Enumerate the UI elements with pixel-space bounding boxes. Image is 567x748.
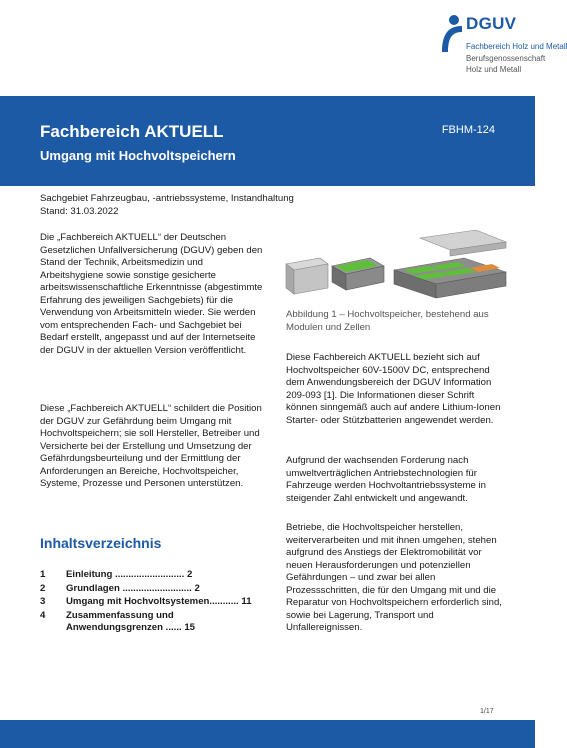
body-paragraph-3: Betriebe, die Hochvoltspeicher herstellen, weiterverarbeiten und mit ihnen umgehen, stehen aufgrund des Anstiegs der Elektromobilität vor neuen Herausforderungen und potenziellen Gefährdungen – und zwar bei allen Prozessschritten, die für den Umgang mit und die Reparatur von Hochvoltspeichern erforderlich sind, sowie bei Lagerung, Transport und Unfallereignissen. <box>286 522 502 633</box>
toc-item[interactable] <box>40 569 260 582</box>
toc-item-title: Einleitung .......................... <box>66 569 185 580</box>
toc-item-page: 11 <box>241 596 252 607</box>
subject-area: Sachgebiet Fahrzeugbau, -antriebssysteme, Instandhaltung <box>40 193 294 204</box>
document-subtitle: Umgang mit Hochvoltspeichern <box>40 148 236 163</box>
toc-item[interactable] <box>40 583 260 596</box>
figure-caption: Abbildung 1 – Hochvoltspeicher, bestehend aus Modulen und Zellen <box>286 309 489 333</box>
body-paragraph-1: Diese Fachbereich AKTUELL bezieht sich auf Hochvoltspeicher 60V-1500V DC, entsprechend dem Anwendungsbereich der DGUV Information 209-093 [1]. Die Informationen dieser Schrift können sinngemäß auch auf andere Lithium-Ionen Starter- oder Stützbatterien angewendet werden. <box>286 352 501 426</box>
status-date: Stand: 31.03.2022 <box>40 206 119 217</box>
toc-item-number: 3 <box>40 596 46 607</box>
toc-item-number: 4 <box>40 609 46 621</box>
dguv-person-arc-icon <box>440 14 464 54</box>
body-paragraph-2: Aufgrund der wachsenden Forderung nach umweltverträglichen Antriebstechnologien für Fahrzeuge werden Hochvoltantriebssysteme in steigender Zahl entwickelt und angewandt. <box>286 455 486 504</box>
page-number: 1/17 <box>480 708 494 715</box>
toc-item-page: 15 <box>184 622 196 633</box>
document-meta <box>40 192 294 218</box>
toc-item-page: 2 <box>194 582 200 594</box>
toc-item[interactable] <box>40 610 260 635</box>
toc-item-number: 2 <box>40 582 46 594</box>
toc-item-title: Grundlagen .......................... <box>66 582 192 594</box>
title-banner <box>0 96 535 186</box>
dguv-logo <box>440 14 567 96</box>
document-code: FBHM-124 <box>441 124 495 136</box>
battery-illustration <box>280 224 510 306</box>
logo-brand: DGUV <box>466 14 517 33</box>
table-of-contents <box>40 569 260 636</box>
footer-bar <box>0 720 535 748</box>
intro-paragraph-2: Diese „Fachbereich AKTUELL“ schildert die Position der DGUV zur Gefährdung beim Umgang mit Hochvoltspeichern; sie soll Hersteller, Betreiber und Versicherte bei der Erstellung und Umsetzung der Gefährdungsbeurteilung und der Ermittlung der Anforderungen an Bereiche, Hochvoltspeicher, Systeme, Prozesse und Personen unterstützen. <box>40 403 262 489</box>
intro-paragraph-1: Die „Fachbereich AKTUELL“ der Deutschen Gesetzlichen Unfallversicherung (DGUV) geben den Stand der Technik, Arbeitsmedizin und Arbeitshygiene sowie sonstige gesicherte arbeitswissenschaftliche Erkenntnisse (abgestimmte Erfahrung des jeweiligen Sachgebiets) für die Verwendung von Arbeitsmitteln wieder. Sie werden vom entsprechenden Fach- und Sachgebiet bei Bedarf erstellt, angepasst und auf der Internetseite der DGUV in der aktuellen Version veröffentlicht. <box>40 232 263 356</box>
logo-line2: Berufsgenossenschaft <box>466 54 546 63</box>
document-title: Fachbereich AKTUELL <box>40 122 224 141</box>
toc-item-page: 2 <box>187 569 193 580</box>
toc-heading: Inhaltsverzeichnis <box>40 535 162 551</box>
logo-line1: Fachbereich Holz und Metall <box>466 42 567 51</box>
toc-item-number: 1 <box>40 569 46 580</box>
battery-cell-icon <box>286 258 328 294</box>
toc-item[interactable] <box>40 596 260 609</box>
battery-module-icon <box>332 258 384 290</box>
battery-pack-icon <box>394 230 506 298</box>
toc-item-title: Umgang mit Hochvoltsystemen........... <box>66 596 239 607</box>
toc-item-title: Zusammenfassung und Anwendungsgrenzen ...... <box>66 609 182 633</box>
logo-line3: Holz und Metall <box>466 65 522 74</box>
